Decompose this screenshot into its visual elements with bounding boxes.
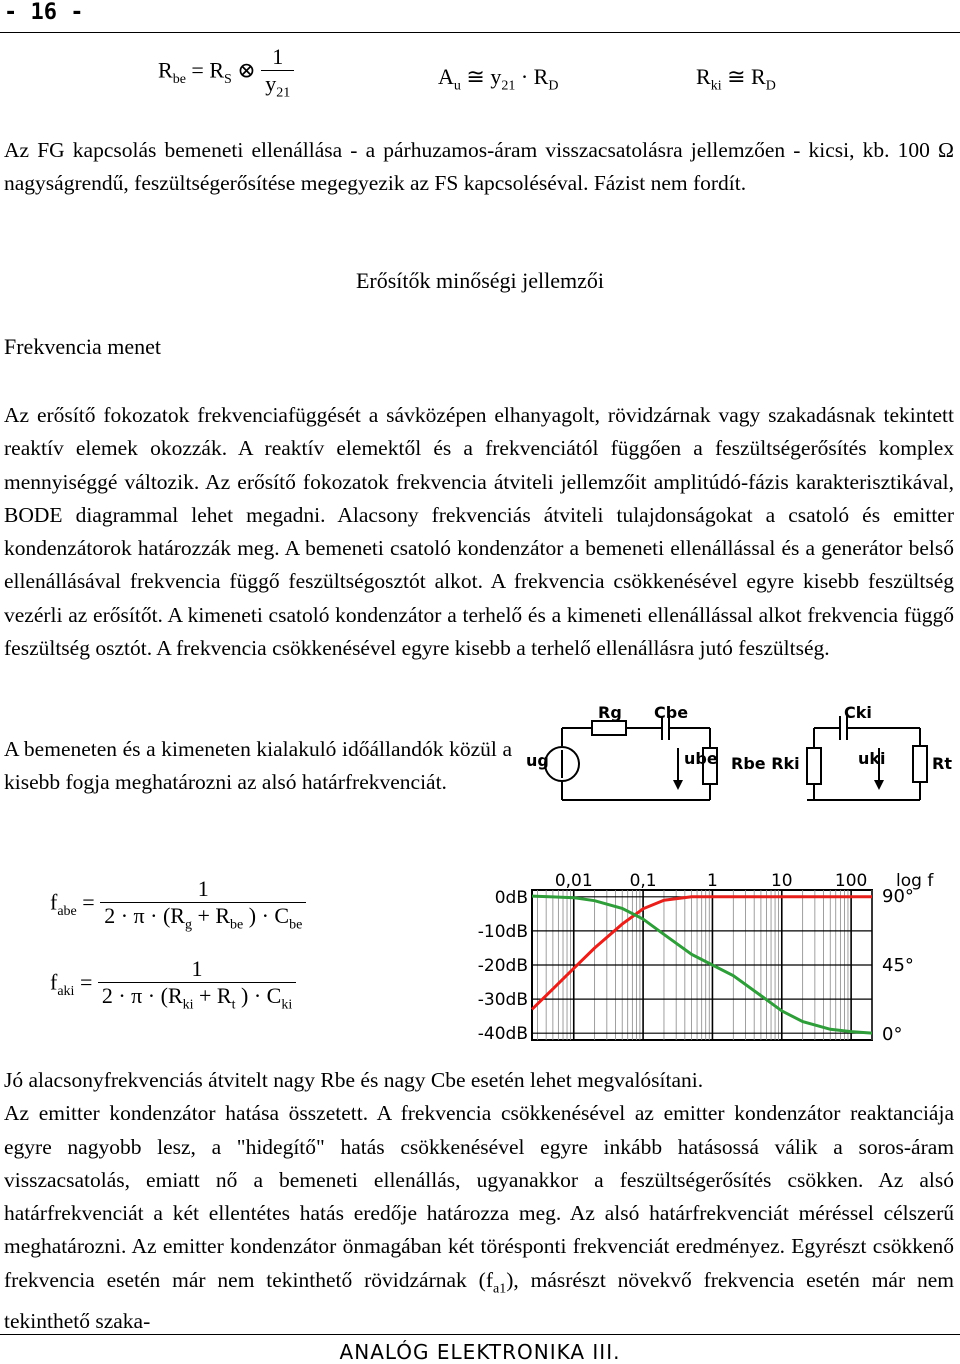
x-axis-label: log f	[896, 871, 934, 891]
y-left-tick-label: 0dB	[494, 887, 528, 908]
y-right-tick-label: 90°	[882, 886, 914, 908]
au-formula: $A_u$ ≅ $y_{21} \cdot R_D$	[438, 64, 559, 94]
paragraph-frequency: Az erősítő fokozatok frekvenciafüggését a sávközépen elhanyagolt, rövidzárnak vagy szakadásnak tekintett reaktív elemek okozzák. A reaktív elemektől és a frekvenciától függően a feszültségerősítés komplex mennyiséggé változik. Az erősítő fokozatok frekvencia átviteli jellemzőit amplitúdó-fázis karakterisztikával, BODE diagrammal lehet megadni. Alacsony frekvenciás átviteli tulajdonságokat a csatoló és emitter kondenzátorok határozzák meg. A bemeneti csatoló kondenzátor a bemeneti ellenállással és a generátor belső ellenállásával frekvencia függő feszültségosztót alkot. A frekvencia csökkenésével egyre kisebb feszültség vezérli az erősítőt. A kimeneti csatoló kondenzátor a terhelő és a kimeneti ellenállással alkot frekvencia függő feszültség osztót. A frekvencia csökkenésével egyre kisebb a terhelő ellenállásra jutó feszültség.	[4, 403, 954, 661]
label-ube: ube	[684, 749, 718, 768]
y-right-tick-label: 0°	[882, 1023, 903, 1045]
label-ug: ug	[526, 751, 549, 770]
y-left-tick-label: -40dB	[477, 1024, 528, 1045]
y-left-tick-label: -30dB	[477, 990, 528, 1011]
y-left-tick-label: -10dB	[477, 921, 528, 942]
footer-rule	[0, 1334, 960, 1335]
x-tick-label: 0,01	[554, 871, 593, 891]
coupling-circuit-diagram	[522, 700, 958, 808]
subsection-title: Frekvencia menet	[4, 334, 161, 359]
paragraph-time-constants: A bemeneten és a kimeneten kialakuló időállandók közül a kisebb fogja meghatározni az alsó határfrekvenciát.	[4, 737, 512, 795]
label-cbe: Cbe	[654, 703, 689, 722]
rg-resistor	[592, 721, 626, 735]
label-cki: Cki	[844, 703, 872, 722]
x-tick-label: 10	[770, 871, 793, 891]
paragraph-last	[4, 1064, 954, 1339]
paragraph-emitter: Az emitter kondenzátor hatása összetett. A frekvencia csökkenésével az emitter kondenzátor reaktanciája egyre nagyobb lesz, a "hidegítő" hatás csökkenésével egyre inkább hatásossá válik a soros-áram visszacsatolás, emiatt nő a bemeneti ellenállás, ugyanakkor a feszültségerősítés csökken. Az alsó határfrekvenciát a két ellentétes hatás eredője határozza meg. Az alsó határfrekvenciát méréssel célszerű meghatározni. Az emitter kondenzátor önmagában két törésponti frekvenciát eredményez. Egyrészt csökkenő frekvencia esetén már nem tekinthető rövidzárnak $(f_{a1})$, másrészt növekvő frekvencia esetén már nem tekinthető szaka-	[4, 1101, 955, 1334]
page-number: - 16 -	[4, 0, 84, 25]
x-tick-label: 0,1	[629, 871, 657, 891]
label-rbe-rki: Rbe Rki	[731, 754, 800, 773]
faki-formula: $f_{aki}$ = $\frac{1}{2 \cdot \pi \cdot (R_{ki} + R_t ) \cdot C_{ki}}$	[50, 956, 296, 1013]
label-rg: Rg	[598, 703, 622, 722]
rki-formula: $R_{ki}$ ≅ $R_D$	[696, 64, 776, 94]
paragraph-rbe-cbe: Jó alacsonyfrekvenciás átvitelt nagy Rbe és nagy Cbe esetén lehet megvalósítani.	[4, 1068, 704, 1092]
rt-resistor	[913, 746, 927, 782]
label-uki: uki	[858, 749, 886, 768]
footer-title: ANALÓG ELEKTRONIKA III.	[339, 1340, 621, 1364]
bode-diagram	[452, 868, 950, 1046]
y-right-tick-label: 45°	[882, 955, 914, 976]
fabe-formula: $f_{abe}$ = $\frac{1}{2 \cdot \pi \cdot (R_g + R_{be} ) \cdot C_{be}}$	[50, 876, 306, 933]
y-left-tick-label: -20dB	[477, 956, 528, 976]
label-rt: Rt	[932, 754, 952, 773]
x-tick-label: 100	[834, 871, 868, 891]
rki-resistor	[807, 748, 821, 784]
paragraph-fg: Az FG kapcsolás bemeneti ellenállása - a párhuzamos-áram visszacsatolásra jellemzően - kicsi, kb. 100 Ω nagyságrendű, feszültségerősítése megegyezik az FS kapcsoléséval. Fázist nem fordít.	[4, 138, 954, 196]
header-rule	[0, 32, 960, 33]
x-tick-label: 1	[707, 871, 718, 891]
section-title: Erősítők minőségi jellemzői	[355, 268, 605, 293]
rbe-formula: $R_{be} = R_S$ ⊗ $\frac{1}{y_{21}}$	[158, 44, 294, 101]
